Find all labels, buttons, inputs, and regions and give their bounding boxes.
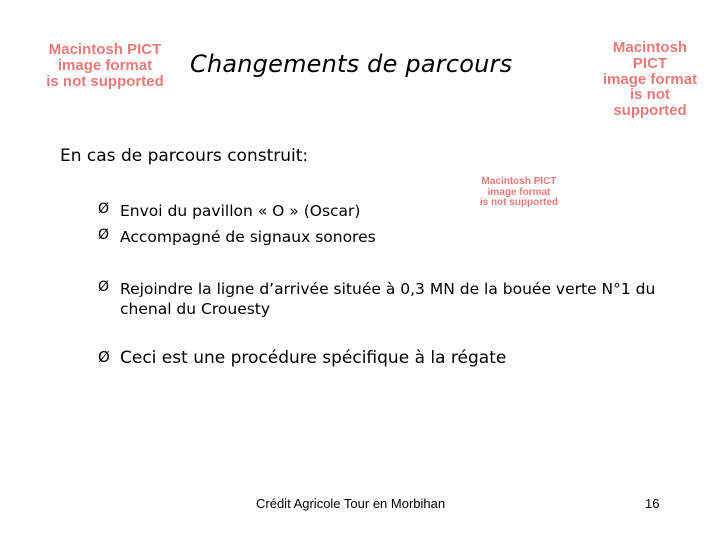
bullet-text: Accompagné de signaux sonores bbox=[120, 228, 376, 246]
bullet-item bbox=[98, 348, 506, 368]
placeholder-line: image format bbox=[602, 70, 698, 88]
placeholder-line: Macintosh PICT bbox=[481, 176, 557, 187]
bullet-text: Ceci est une procédure spécifique à la régate bbox=[120, 348, 507, 368]
bullet-item bbox=[98, 227, 376, 247]
arrow-bullet-icon: Ø bbox=[98, 201, 110, 217]
image-placeholder-left bbox=[32, 42, 178, 89]
arrow-bullet-icon: Ø bbox=[98, 279, 110, 295]
page-number: 16 bbox=[645, 496, 660, 511]
placeholder-line: Macintosh PICT bbox=[612, 39, 688, 72]
bullet-text: Rejoindre la ligne d’arrivée située à 0,3 MN de la bouée verte N°1 du chenal du Crouesty bbox=[120, 280, 656, 318]
placeholder-line: is not supported bbox=[479, 197, 559, 208]
slide-title: Changements de parcours bbox=[190, 50, 513, 78]
placeholder-line: image format bbox=[487, 186, 551, 198]
bullet-item bbox=[98, 201, 360, 221]
placeholder-line: is not supported bbox=[613, 86, 687, 119]
arrow-bullet-icon: Ø bbox=[98, 227, 110, 243]
placeholder-line: is not supported bbox=[46, 72, 164, 90]
arrow-bullet-icon: Ø bbox=[98, 348, 110, 366]
bullet-item bbox=[98, 279, 658, 319]
image-placeholder-right bbox=[598, 40, 702, 119]
image-placeholder-middle bbox=[476, 177, 562, 209]
placeholder-line: image format bbox=[57, 56, 153, 74]
footer-text: Crédit Agricole Tour en Morbihan bbox=[256, 496, 446, 511]
bullet-text: Envoi du pavillon « O » (Oscar) bbox=[120, 202, 361, 220]
intro-text: En cas de parcours construit: bbox=[60, 146, 309, 166]
placeholder-line: Macintosh PICT bbox=[48, 41, 162, 58]
